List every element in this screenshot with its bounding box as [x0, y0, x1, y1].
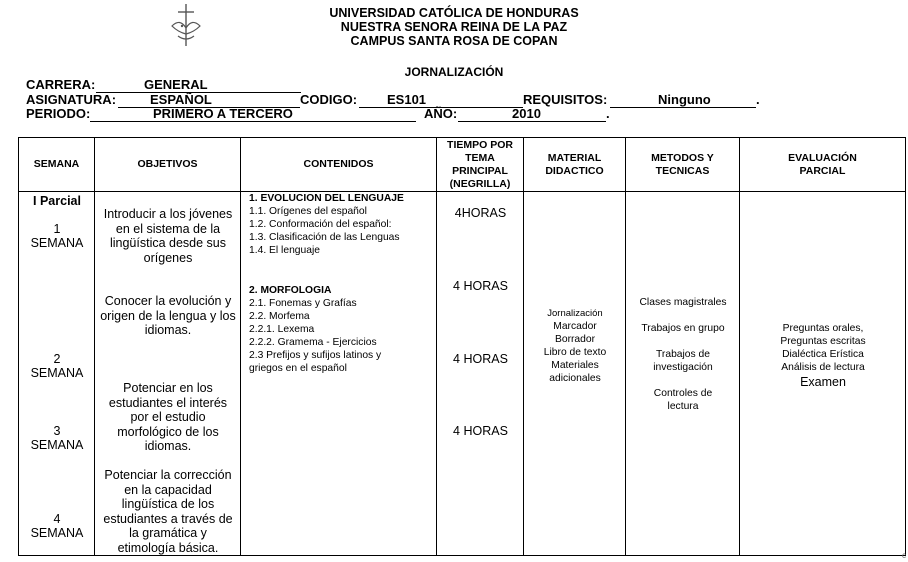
periodo-label: PERIODO:	[26, 106, 91, 121]
carrera-value: GENERAL	[96, 78, 301, 93]
evaluacion-cell	[740, 192, 906, 556]
topic-1-item: 1.2. Conformación del español:	[249, 219, 392, 230]
header-objetivos: OBJETIVOS	[95, 138, 241, 192]
material-item: Marcador	[553, 321, 597, 332]
evaluation-item: Dialéctica Erística	[782, 349, 864, 360]
periodo-value: PRIMERO A TERCERO	[90, 107, 416, 122]
header-evaluacion: EVALUACIÓN PARCIAL	[740, 138, 906, 192]
hours-week-4: 4 HORAS	[453, 424, 508, 438]
topic-2-item: 2.3 Prefijos y sufijos latinos y griegos en el español	[249, 350, 382, 374]
university-name: UNIVERSIDAD CATÓLICA DE HONDURAS	[329, 6, 579, 20]
objective-4: Potenciar la corrección en la capacidad lingüística de los estudiantes a través de la gramática y etimología básica.	[103, 468, 233, 555]
material-item: Libro de texto	[543, 347, 607, 358]
material-item: Materiales adicionales	[549, 360, 601, 384]
tiempo-cell	[437, 192, 524, 556]
hours-week-2: 4 HORAS	[453, 279, 508, 293]
requisitos-label: REQUISITOS:	[523, 92, 608, 107]
schedule-table	[18, 137, 906, 556]
objective-3: Potenciar en los estudiantes el interés por el estudio morfológico de los idiomas.	[108, 381, 228, 453]
week-1-number: 1	[53, 222, 61, 236]
hours-week-1: 4HORAS	[454, 206, 507, 220]
header-material: MATERIAL DIDACTICO	[524, 138, 626, 192]
week-3-label: SEMANA	[30, 438, 84, 452]
method-item: Clases magistrales	[639, 297, 727, 308]
objective-2: Conocer la evolución y origen de la lengua y los idiomas.	[100, 294, 236, 337]
carrera-label: CARRERA:	[26, 77, 96, 92]
method-item: Trabajos en grupo	[641, 323, 725, 334]
method-item: Controles de lectura	[653, 388, 713, 412]
asignatura-label: ASIGNATURA:	[26, 92, 117, 107]
header-metodos: METODOS Y TECNICAS	[626, 138, 740, 192]
evaluation-item: Examen	[800, 375, 846, 389]
topic-2-title: 2. MORFOLOGIA	[249, 285, 332, 296]
topic-1-item: 1.4. El lenguaje	[249, 245, 320, 256]
week-4-number: 4	[53, 512, 61, 526]
asignatura-value: ESPAÑOL	[118, 93, 300, 108]
topic-2-item: 2.2.2. Gramema - Ejercicios	[249, 337, 377, 348]
week-3-number: 3	[53, 424, 61, 438]
codigo-label: CODIGO:	[300, 92, 358, 107]
objective-1: Introducir a los jóvenes en el sistema de la lingüística desde sus orígenes	[103, 207, 233, 265]
parish-name: NUESTRA SENORA REINA DE LA PAZ	[340, 20, 568, 34]
ano-dot: .	[606, 106, 610, 121]
parcial-label: I Parcial	[33, 194, 81, 208]
header-semana: SEMANA	[19, 138, 95, 192]
topic-1-item: 1.3. Clasificación de las Lenguas	[249, 232, 400, 243]
evaluation-item: Preguntas escritas	[780, 336, 866, 347]
requisitos-value: Ninguno	[610, 93, 756, 108]
metodos-cell	[626, 192, 740, 556]
evaluation-item: Análisis de lectura	[781, 362, 865, 373]
header-tiempo: TIEMPO POR TEMA PRINCIPAL (NEGRILLA)	[437, 138, 524, 192]
header-contenidos: CONTENIDOS	[241, 138, 437, 192]
week-1-label: SEMANA	[30, 236, 84, 250]
semana-cell	[19, 192, 95, 556]
material-cell	[524, 192, 626, 556]
evaluation-item: Preguntas orales,	[782, 323, 864, 334]
codigo-value: ES101	[359, 93, 523, 108]
ano-value: 2010	[458, 107, 606, 122]
week-4-label: SEMANA	[30, 526, 84, 540]
week-2-number: 2	[53, 352, 61, 366]
topic-2-item: 2.2. Morfema	[249, 311, 310, 322]
hours-week-3: 4 HORAS	[453, 352, 508, 366]
topic-2-item: 2.2.1. Lexema	[249, 324, 315, 335]
week-2-label: SEMANA	[30, 366, 84, 380]
material-item: Borrador	[554, 334, 596, 345]
corner-mark: c	[902, 551, 906, 560]
table-body-row	[19, 192, 906, 556]
method-item: Trabajos de investigación	[653, 349, 713, 373]
contenidos-cell	[241, 192, 437, 556]
topic-1-item: 1.1. Orígenes del español	[249, 206, 367, 217]
topic-1-title: 1. EVOLUCION DEL LENGUAJE	[249, 193, 404, 204]
topic-2-item: 2.1. Fonemas y Grafías	[249, 298, 357, 309]
requisitos-dot: .	[756, 92, 760, 107]
table-header-row	[19, 138, 906, 192]
material-item: Jornalización	[547, 308, 603, 319]
document-title: JORNALIZACIÓN	[404, 65, 504, 79]
objetivos-cell	[95, 192, 241, 556]
ano-label: AÑO:	[424, 106, 458, 121]
campus-name: CAMPUS SANTA ROSA DE COPAN	[350, 34, 558, 48]
